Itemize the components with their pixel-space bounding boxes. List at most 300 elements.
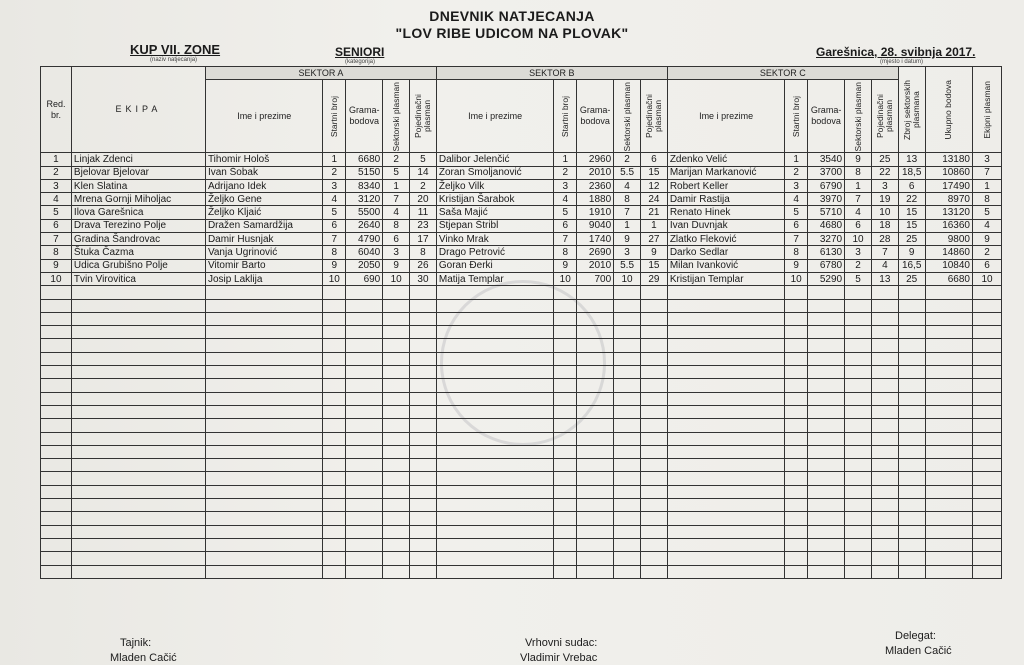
cell-a-p	[410, 379, 437, 392]
cell-b-name	[436, 339, 554, 352]
col-c-sektorski	[845, 80, 872, 153]
cell-team: Bjelovar Bjelovar	[71, 166, 205, 179]
cell-b-s	[614, 312, 641, 325]
cell-a-g	[346, 472, 383, 485]
table-row	[41, 179, 1002, 192]
cell-a-st	[323, 405, 346, 418]
cell-team	[71, 312, 205, 325]
cell-a-p	[410, 419, 437, 432]
cell-total	[925, 299, 972, 312]
cell-rank	[973, 445, 1002, 458]
cell-sum	[898, 552, 925, 565]
cell-n: 2	[41, 166, 72, 179]
cell-a-st	[323, 565, 346, 578]
cell-c-g	[808, 499, 845, 512]
cell-b-name	[436, 565, 554, 578]
cell-a-st	[323, 366, 346, 379]
cell-b-s	[614, 352, 641, 365]
cell-b-s: 2	[614, 153, 641, 166]
cell-c-s	[845, 286, 872, 299]
cell-c-g	[808, 525, 845, 538]
cell-b-st	[554, 432, 577, 445]
cell-n: 1	[41, 153, 72, 166]
cell-n: 9	[41, 259, 72, 272]
col-b-startni	[554, 80, 577, 153]
cell-sum	[898, 538, 925, 551]
cell-a-st	[323, 432, 346, 445]
cell-b-p: 29	[640, 272, 667, 285]
col-a-ime: Ime i prezime	[205, 80, 323, 153]
table-row	[41, 233, 1002, 246]
col-a-pojedinacni-label: Pojedinačni plasman	[412, 94, 432, 139]
cell-b-p: 9	[640, 246, 667, 259]
cell-total	[925, 512, 972, 525]
table-row	[41, 246, 1002, 259]
cell-sum: 15	[898, 206, 925, 219]
cell-c-st: 8	[785, 246, 808, 259]
cell-b-name: Stjepan Štribl	[436, 219, 554, 232]
cell-n: 10	[41, 272, 72, 285]
cell-total: 14860	[925, 246, 972, 259]
cell-b-g	[577, 379, 614, 392]
table-row	[41, 166, 1002, 179]
cell-c-st	[785, 299, 808, 312]
col-b-sektorski	[614, 80, 641, 153]
cell-c-name: Kristijan Templar	[667, 272, 785, 285]
cell-a-st	[323, 299, 346, 312]
col-ekipni	[973, 67, 1002, 153]
cell-c-g	[808, 286, 845, 299]
cell-total	[925, 525, 972, 538]
cell-a-st	[323, 392, 346, 405]
cell-c-name	[667, 312, 785, 325]
cell-c-p	[871, 565, 898, 578]
cell-a-s: 4	[383, 206, 410, 219]
cell-a-p: 8	[410, 246, 437, 259]
cell-b-g	[577, 512, 614, 525]
cell-total	[925, 432, 972, 445]
cell-b-name	[436, 445, 554, 458]
cell-team	[71, 499, 205, 512]
cell-n: 6	[41, 219, 72, 232]
blank-row	[41, 538, 1002, 551]
cell-c-st: 9	[785, 259, 808, 272]
cell-a-name	[205, 339, 323, 352]
cell-a-g	[346, 485, 383, 498]
sector-a-header: SEKTOR A	[205, 67, 436, 80]
cell-a-g	[346, 552, 383, 565]
cell-c-g: 3700	[808, 166, 845, 179]
cell-c-g	[808, 419, 845, 432]
cell-b-name: Željko Vilk	[436, 179, 554, 192]
cell-c-s	[845, 552, 872, 565]
cell-a-p: 11	[410, 206, 437, 219]
cell-a-st	[323, 552, 346, 565]
cell-n	[41, 419, 72, 432]
cell-b-st: 6	[554, 219, 577, 232]
cell-a-p: 30	[410, 272, 437, 285]
cell-team	[71, 432, 205, 445]
cell-sum: 13	[898, 153, 925, 166]
table-row	[41, 193, 1002, 206]
cell-b-g	[577, 565, 614, 578]
cell-c-name: Damir Rastija	[667, 193, 785, 206]
cell-team	[71, 392, 205, 405]
cell-b-g: 2690	[577, 246, 614, 259]
cell-a-g: 4790	[346, 233, 383, 246]
cell-b-s: 1	[614, 219, 641, 232]
cell-rank	[973, 499, 1002, 512]
blank-row	[41, 405, 1002, 418]
cell-rank	[973, 352, 1002, 365]
cell-a-g	[346, 499, 383, 512]
cell-b-st	[554, 326, 577, 339]
cell-c-p	[871, 286, 898, 299]
cell-team	[71, 379, 205, 392]
sector-b-header: SEKTOR B	[436, 67, 667, 80]
col-ekipni-label: Ekipni plasman	[981, 80, 992, 139]
cell-total	[925, 445, 972, 458]
cell-c-s: 8	[845, 166, 872, 179]
cell-a-g	[346, 286, 383, 299]
cell-sum	[898, 459, 925, 472]
cell-rank	[973, 286, 1002, 299]
cell-sum	[898, 405, 925, 418]
cell-total	[925, 379, 972, 392]
cell-a-s	[383, 392, 410, 405]
cell-b-name: Drago Petrović	[436, 246, 554, 259]
cell-total: 13120	[925, 206, 972, 219]
cell-b-g: 9040	[577, 219, 614, 232]
cell-b-g: 1740	[577, 233, 614, 246]
cell-a-st	[323, 485, 346, 498]
cell-c-p	[871, 472, 898, 485]
cell-a-p	[410, 326, 437, 339]
cell-n	[41, 525, 72, 538]
cell-c-s	[845, 472, 872, 485]
cell-c-name	[667, 299, 785, 312]
place-date: Garešnica, 28. svibnja 2017.	[816, 45, 976, 59]
cell-c-st: 5	[785, 206, 808, 219]
cell-c-st: 2	[785, 166, 808, 179]
cell-team: Štuka Čazma	[71, 246, 205, 259]
cell-team	[71, 352, 205, 365]
cell-c-st	[785, 565, 808, 578]
cell-c-g	[808, 299, 845, 312]
cell-c-name	[667, 392, 785, 405]
cell-total	[925, 312, 972, 325]
blank-row	[41, 432, 1002, 445]
cell-n: 8	[41, 246, 72, 259]
cell-n	[41, 459, 72, 472]
cell-a-name: Ivan Šobak	[205, 166, 323, 179]
cell-c-s	[845, 392, 872, 405]
blank-row	[41, 445, 1002, 458]
cell-b-name	[436, 552, 554, 565]
cell-n	[41, 485, 72, 498]
cell-c-name	[667, 339, 785, 352]
table-row	[41, 272, 1002, 285]
cell-sum	[898, 472, 925, 485]
cell-a-name	[205, 312, 323, 325]
cell-c-p	[871, 538, 898, 551]
cell-a-s	[383, 485, 410, 498]
cell-b-g: 2960	[577, 153, 614, 166]
cell-c-name	[667, 352, 785, 365]
cell-b-name: Kristijan Šarabok	[436, 193, 554, 206]
cell-a-g: 8340	[346, 179, 383, 192]
cell-b-st	[554, 312, 577, 325]
cell-b-s	[614, 538, 641, 551]
cell-c-p	[871, 392, 898, 405]
competition-caption: (naziv natjecanja)	[150, 57, 198, 63]
cell-a-s	[383, 538, 410, 551]
cell-a-p	[410, 552, 437, 565]
cell-c-name	[667, 366, 785, 379]
cell-total	[925, 552, 972, 565]
cell-sum	[898, 525, 925, 538]
cell-team	[71, 552, 205, 565]
cell-n	[41, 339, 72, 352]
cell-c-g	[808, 512, 845, 525]
cell-a-p	[410, 445, 437, 458]
cell-team: Linjak Zdenci	[71, 153, 205, 166]
cell-c-g: 3970	[808, 193, 845, 206]
cell-c-p: 22	[871, 166, 898, 179]
cell-b-name: Dalibor Jelenčić	[436, 153, 554, 166]
cell-b-name	[436, 405, 554, 418]
results-table	[40, 66, 1002, 579]
cell-a-p	[410, 565, 437, 578]
cell-rank	[973, 419, 1002, 432]
cell-total: 9800	[925, 233, 972, 246]
cell-a-g	[346, 326, 383, 339]
cell-c-p	[871, 326, 898, 339]
cell-team: Udica Grubišno Polje	[71, 259, 205, 272]
cell-b-p	[640, 512, 667, 525]
cell-b-st: 2	[554, 166, 577, 179]
cell-c-p	[871, 525, 898, 538]
cell-b-g	[577, 472, 614, 485]
cell-a-s: 9	[383, 259, 410, 272]
cell-b-s	[614, 432, 641, 445]
col-c-grama: Grama-bodova	[808, 80, 845, 153]
table-row	[41, 206, 1002, 219]
cell-a-st	[323, 312, 346, 325]
cell-c-p	[871, 379, 898, 392]
cell-a-g: 690	[346, 272, 383, 285]
cell-total	[925, 339, 972, 352]
cell-sum	[898, 432, 925, 445]
cell-c-s	[845, 459, 872, 472]
cell-b-g	[577, 432, 614, 445]
col-b-ime: Ime i prezime	[436, 80, 554, 153]
cell-total	[925, 485, 972, 498]
cell-rank: 6	[973, 259, 1002, 272]
cell-rank: 3	[973, 153, 1002, 166]
blank-row	[41, 299, 1002, 312]
col-a-startni-label: Startni broj	[328, 95, 339, 137]
cell-a-st	[323, 379, 346, 392]
cell-c-p: 19	[871, 193, 898, 206]
cell-c-s	[845, 565, 872, 578]
cell-c-p: 10	[871, 206, 898, 219]
cell-rank: 1	[973, 179, 1002, 192]
cell-b-s	[614, 419, 641, 432]
cell-c-g	[808, 432, 845, 445]
cell-c-g	[808, 552, 845, 565]
cell-sum	[898, 512, 925, 525]
cell-a-s	[383, 379, 410, 392]
cell-total: 13180	[925, 153, 972, 166]
cell-c-name	[667, 552, 785, 565]
cell-c-p	[871, 499, 898, 512]
cell-b-st: 1	[554, 153, 577, 166]
cell-a-s: 6	[383, 233, 410, 246]
cell-c-s: 7	[845, 193, 872, 206]
cell-c-s: 1	[845, 179, 872, 192]
cell-b-s: 4	[614, 179, 641, 192]
cell-a-st	[323, 326, 346, 339]
cell-b-name: Saša Majić	[436, 206, 554, 219]
cell-a-s	[383, 552, 410, 565]
cell-n	[41, 352, 72, 365]
cell-team	[71, 366, 205, 379]
cell-b-st	[554, 552, 577, 565]
cell-c-g	[808, 445, 845, 458]
delegate-name: Mladen Cačić	[885, 645, 952, 657]
cell-a-s	[383, 326, 410, 339]
cell-b-p: 1	[640, 219, 667, 232]
cell-team	[71, 339, 205, 352]
cell-b-st	[554, 392, 577, 405]
blank-row	[41, 366, 1002, 379]
cell-sum	[898, 499, 925, 512]
cell-a-s: 7	[383, 193, 410, 206]
cell-c-p	[871, 459, 898, 472]
cell-a-p	[410, 538, 437, 551]
cell-c-s: 4	[845, 206, 872, 219]
cell-b-st	[554, 366, 577, 379]
cell-b-g: 2010	[577, 259, 614, 272]
cell-c-name	[667, 538, 785, 551]
cell-total	[925, 538, 972, 551]
cell-b-st	[554, 499, 577, 512]
cell-a-g	[346, 512, 383, 525]
cell-b-p: 24	[640, 193, 667, 206]
cell-c-st: 10	[785, 272, 808, 285]
cell-c-s	[845, 312, 872, 325]
cell-a-name	[205, 512, 323, 525]
cell-c-g: 3270	[808, 233, 845, 246]
cell-a-st	[323, 525, 346, 538]
blank-row	[41, 286, 1002, 299]
cell-b-s	[614, 552, 641, 565]
cell-c-name: Darko Sedlar	[667, 246, 785, 259]
cell-b-name	[436, 366, 554, 379]
cell-c-g	[808, 565, 845, 578]
cell-b-st	[554, 405, 577, 418]
cell-a-s	[383, 512, 410, 525]
cell-b-s	[614, 379, 641, 392]
cell-b-p: 27	[640, 233, 667, 246]
cell-a-st	[323, 286, 346, 299]
col-a-pojedinacni	[410, 80, 437, 153]
cell-sum: 22	[898, 193, 925, 206]
cell-b-s	[614, 525, 641, 538]
cell-b-s	[614, 512, 641, 525]
cell-a-g	[346, 525, 383, 538]
cell-b-s	[614, 326, 641, 339]
cell-n	[41, 299, 72, 312]
cell-b-st	[554, 445, 577, 458]
cell-c-st: 7	[785, 233, 808, 246]
cell-b-name: Vinko Mrak	[436, 233, 554, 246]
sector-c-header: SEKTOR C	[667, 67, 898, 80]
cell-b-name: Zoran Smoljanović	[436, 166, 554, 179]
cell-a-g: 2640	[346, 219, 383, 232]
cell-n	[41, 472, 72, 485]
cell-c-p: 4	[871, 259, 898, 272]
cell-a-st: 9	[323, 259, 346, 272]
cell-a-s	[383, 445, 410, 458]
cell-a-p	[410, 432, 437, 445]
cell-sum	[898, 366, 925, 379]
cell-b-name	[436, 512, 554, 525]
cell-b-s	[614, 299, 641, 312]
cell-a-g: 6680	[346, 153, 383, 166]
col-zbroj	[898, 67, 925, 153]
cell-b-p: 6	[640, 153, 667, 166]
cell-sum: 18,5	[898, 166, 925, 179]
cell-b-st	[554, 512, 577, 525]
cell-a-name	[205, 459, 323, 472]
cell-b-st	[554, 299, 577, 312]
sheet-subtitle: "LOV RIBE UDICOM NA PLOVAK"	[395, 25, 629, 41]
cell-total	[925, 565, 972, 578]
cell-sum	[898, 392, 925, 405]
cell-c-p	[871, 366, 898, 379]
col-a-sektorski	[383, 80, 410, 153]
cell-n	[41, 326, 72, 339]
cell-c-st: 4	[785, 193, 808, 206]
cell-a-s: 1	[383, 179, 410, 192]
cell-b-p	[640, 419, 667, 432]
cell-rank: 2	[973, 246, 1002, 259]
cell-a-name: Josip Laklija	[205, 272, 323, 285]
cell-b-g	[577, 339, 614, 352]
cell-c-g	[808, 326, 845, 339]
cell-a-g: 5500	[346, 206, 383, 219]
cell-b-st	[554, 525, 577, 538]
cell-b-name	[436, 459, 554, 472]
col-b-pojedinacni-label: Pojedinačni plasman	[643, 94, 663, 139]
cell-c-s	[845, 419, 872, 432]
cell-b-st: 3	[554, 179, 577, 192]
cell-b-g	[577, 499, 614, 512]
cell-c-name	[667, 419, 785, 432]
cell-c-st	[785, 472, 808, 485]
cell-b-p: 12	[640, 179, 667, 192]
cell-n	[41, 405, 72, 418]
table-row	[41, 153, 1002, 166]
cell-c-name	[667, 499, 785, 512]
cell-b-p	[640, 392, 667, 405]
cell-total	[925, 419, 972, 432]
cell-rank: 7	[973, 166, 1002, 179]
cell-c-p: 25	[871, 153, 898, 166]
cell-rank: 4	[973, 219, 1002, 232]
